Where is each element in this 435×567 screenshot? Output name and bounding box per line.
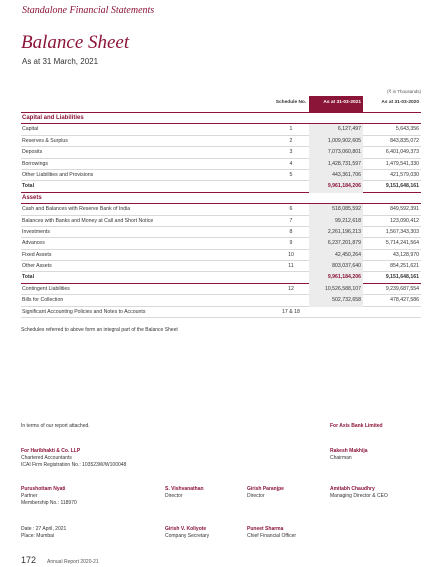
row-schedule: 3: [289, 149, 293, 156]
table-row: [21, 261, 421, 272]
report-reference: In terms of our report attached.: [21, 423, 90, 429]
row-current: 7,073,060,801: [309, 147, 363, 158]
section-title: Assets: [22, 194, 42, 201]
row-schedule: 12: [288, 285, 294, 292]
row-label: Total: [22, 274, 35, 281]
row-schedule: 4: [289, 160, 293, 167]
firm-name: For Haribhakti & Co. LLP: [21, 448, 81, 454]
row-current: 518,085,592: [309, 204, 363, 215]
chairman-block: [330, 448, 368, 462]
cfo-block: [247, 526, 296, 540]
md-ceo-block: [330, 486, 388, 500]
row-previous: 43,128,970: [393, 251, 419, 258]
director-block: [247, 486, 284, 500]
row-previous: 849,592,391: [390, 206, 419, 213]
row-current: 42,450,264: [309, 250, 363, 261]
row-schedule: 5: [289, 171, 293, 178]
table-row: [21, 147, 421, 158]
schedules-note: Schedules referred to above form an integral part of the Balance Sheet: [21, 327, 178, 333]
schedule-column-header: Schedule No.: [275, 100, 307, 105]
row-schedule: 8: [289, 228, 293, 235]
current-year-column-header: As at 31-03-2021: [309, 96, 363, 113]
section-heading: [21, 193, 421, 204]
previous-year-column-header: As at 31-03-2020: [381, 100, 419, 105]
row-previous: 421,579,030: [390, 171, 419, 178]
row-previous: 1,567,343,303: [385, 228, 419, 235]
row-schedule: 10: [288, 251, 294, 258]
table-row: [21, 250, 421, 261]
page-number: 172: [21, 555, 37, 565]
section-heading: [21, 113, 421, 124]
row-current: 10,526,588,107: [309, 284, 363, 295]
signatory-name: Puneet Sharma: [247, 526, 284, 532]
row-previous: 5,714,241,564: [385, 240, 419, 247]
row-schedule: 1: [289, 126, 293, 133]
row-previous: 478,427,586: [390, 297, 419, 304]
signatory-role: Director: [247, 493, 265, 499]
row-label: Investments: [22, 228, 50, 235]
signatory-role: Chief Financial Officer: [247, 533, 297, 539]
table-row: [21, 295, 421, 306]
table-row: [21, 159, 421, 170]
page-title: Balance Sheet: [21, 32, 130, 53]
table-row: [21, 204, 421, 215]
row-label: Bills for Collection: [22, 297, 64, 304]
row-label: Deposits: [22, 149, 43, 156]
membership-number: Membership No.: 118970: [21, 500, 77, 506]
row-label: Advances: [22, 240, 45, 247]
row-label: Fixed Assets: [22, 251, 52, 258]
signatory-name: Girish Paranjpe: [247, 486, 284, 492]
row-current: 9,961,184,206: [309, 181, 363, 192]
row-label: Reserves & Surplus: [22, 137, 68, 144]
row-label: Total: [22, 183, 35, 190]
table-row: [21, 124, 421, 135]
report-name: Annual Report 2020-21: [47, 559, 99, 565]
row-previous: 854,251,621: [390, 263, 419, 270]
total-row: [21, 272, 421, 283]
row-previous: 9,151,648,161: [385, 274, 419, 281]
partner-block: [21, 486, 77, 507]
row-current: 443,361,706: [309, 170, 363, 181]
signatory-name: Rakesh Makhija: [330, 448, 368, 454]
table-row: [21, 284, 421, 295]
auditor-firm-block: [21, 448, 126, 469]
row-current: 9,961,184,206: [309, 272, 363, 283]
row-previous: 843,835,072: [390, 137, 419, 144]
signatory-role: Managing Director & CEO: [330, 493, 388, 499]
row-label: Significant Accounting Policies and Notes to Accounts: [22, 308, 146, 315]
balance-sheet-table: [21, 96, 421, 318]
row-schedule: 6: [289, 206, 293, 213]
row-schedule: 9: [289, 240, 293, 247]
as-at-date: As at 31 March, 2021: [22, 57, 99, 66]
row-current: 6,237,201,879: [309, 238, 363, 249]
row-schedule: 2: [289, 137, 293, 144]
row-label: Borrowings: [22, 160, 48, 167]
total-row: [21, 181, 421, 192]
table-row: [21, 227, 421, 238]
signatory-name: Amitabh Chaudhry: [330, 486, 375, 492]
signatory-name: S. Vishvanathan: [165, 486, 204, 492]
table-row: [21, 307, 421, 318]
row-current: 99,212,618: [309, 216, 363, 227]
section-title: Capital and Liabilities: [22, 115, 84, 121]
firm-type: Chartered Accountants: [21, 455, 72, 461]
table-row: [21, 238, 421, 249]
row-current: 2,261,196,213: [309, 227, 363, 238]
firm-registration: ICAI Firm Registration No.: 103523W/W100048: [21, 462, 127, 468]
director-block: [165, 486, 204, 500]
signing-date: Date : 27 April, 2021: [21, 526, 67, 532]
table-row: [21, 216, 421, 227]
signatory-role: Director: [165, 493, 183, 499]
row-current: 1,009,902,605: [309, 136, 363, 147]
table-header: [21, 96, 421, 113]
row-schedule: 11: [288, 263, 294, 270]
row-label: Contingent Liabilities: [22, 285, 70, 292]
signatory-role: Partner: [21, 493, 38, 499]
signatory-name: Purushottam Nyati: [21, 486, 66, 492]
table-row: [21, 170, 421, 181]
row-previous: 6,401,049,373: [385, 149, 419, 156]
row-current: 6,127,497: [309, 124, 363, 135]
row-label: Other Liabilities and Provisions: [22, 171, 94, 178]
row-label: Cash and Balances with Reserve Bank of India: [22, 206, 131, 213]
section-header: Standalone Financial Statements: [22, 5, 155, 16]
row-current: 1,428,731,597: [309, 159, 363, 170]
bank-reference: For Axis Bank Limited: [330, 423, 383, 429]
row-current: 502,732,658: [309, 295, 363, 306]
table-row: [21, 136, 421, 147]
signatory-role: Company Secretary: [165, 533, 210, 539]
units-label: (₹ in Thousands): [386, 89, 421, 94]
company-secretary-block: [165, 526, 209, 540]
row-previous: 9,151,648,161: [385, 183, 419, 190]
row-current: 803,037,640: [309, 261, 363, 272]
row-previous: 1,479,541,330: [385, 160, 419, 167]
row-previous: 9,239,687,554: [385, 285, 419, 292]
row-previous: 123,090,412: [390, 217, 419, 224]
signatory-name: Girish V. Koliyote: [165, 526, 207, 532]
date-place-block: [21, 526, 66, 540]
signing-place: Place: Mumbai: [21, 533, 55, 539]
row-label: Other Assets: [22, 263, 52, 270]
row-schedule: 7: [289, 217, 293, 224]
row-schedule: 17 & 18: [282, 308, 300, 315]
row-label: Balances with Banks and Money at Call and Short Notice: [22, 217, 154, 224]
row-previous: 5,643,356: [395, 126, 419, 133]
signatory-role: Chairman: [330, 455, 352, 461]
row-label: Capital: [22, 126, 39, 133]
